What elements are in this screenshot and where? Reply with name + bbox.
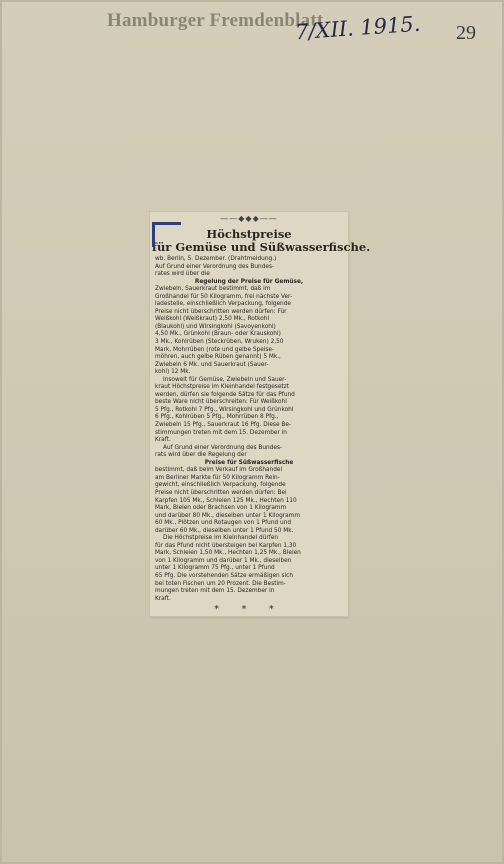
article-line: 3 Mk., Kohlrüben (Steckrüben, Wruken) 2,50	[155, 339, 284, 346]
article-line: darüber 60 Mk., dieselben unter 1 Pfund 50 Mk.	[155, 527, 294, 534]
article-line: Auf Grund einer Verordnung des Bundes-	[163, 444, 283, 451]
article-line: Preise nicht überschritten werden dürfen: Für	[155, 308, 287, 315]
article-line: kohl) 12 Mk.	[155, 369, 191, 376]
article-line: für das Pfund nicht übersteigen bei Karpfen 1,30	[155, 542, 297, 549]
article-line: Mark, Mohrrüben (rote und gelbe Speise-	[155, 346, 275, 353]
article-line: Zwiebeln 6 Mk. und Sauerkraut (Sauer-	[155, 361, 269, 368]
blue-pencil-mark	[152, 222, 181, 247]
article-line: rats wird über die Regelung der	[155, 452, 247, 459]
article-line: Zwiebeln 15 Pfg., Sauerkraut 16 Pfg. Diese Be-	[155, 422, 291, 429]
article-title-line-2: für Gemüse und Süßwasserfische.	[152, 240, 371, 254]
article-line: wb. Berlin, 5. Dezember. (Drahtmeldung.)	[155, 256, 277, 262]
ornament-divider: ——◆◆◆——	[220, 214, 278, 223]
article-line: Kraft.	[155, 437, 171, 444]
article-line: ladestelle, einschließlich Verpackung, folgende	[155, 301, 291, 308]
article-line: Die Höchstpreise im Kleinhandel dürfen	[163, 535, 279, 542]
article-line: (Blaukohl) und Wirsingkohl (Savoyenkohl)	[155, 323, 276, 330]
article-line: Preise nicht überschritten werden dürfen: Bei	[155, 489, 287, 496]
article-line: 60 Mk., Plötzen und Rotaugen von 1 Pfund und	[155, 520, 292, 527]
article-line: 5 Pfg., Rotkohl 7 Pfg., Wirsingkohl und Grünkohl	[155, 406, 294, 413]
article-line: am Berliner Markte für 50 Kilogramm Rein-	[155, 474, 280, 481]
article-line: möhren, auch gelbe Rüben genannt) 5 Mk.,	[155, 354, 281, 361]
article-line: werden, dürfen sie folgende Sätze für das Pfund	[155, 391, 295, 398]
article-line: Weißkohl (Weißkraut) 2,50 Mk., Rotkohl	[155, 316, 270, 323]
handwritten-date: 7/XII. 1915.	[294, 11, 422, 45]
article-line: Kraft.	[155, 595, 171, 602]
article-line: rates wird über die	[155, 271, 210, 278]
newspaper-source-stamp: Hamburger Fremdenblatt	[107, 10, 324, 31]
article-title-line-1: Höchstpreise	[206, 227, 292, 241]
article-line: und darüber 80 Mk., dieselben unter 1 Kilogramm	[155, 512, 300, 519]
article-line: bei toten Fischen um 20 Prozent. Die Bestim-	[155, 580, 286, 587]
article-line: 4,50 Mk., Grünkohl (Braun- oder Krauskohl)	[155, 331, 281, 338]
article-line: Mark, Bleien oder Brachsen von 1 Kilogramm	[155, 505, 287, 512]
article-line: stimmungen treten mit dem 15. Dezember in	[155, 429, 287, 436]
article-line: 6 Pfg., Kohlrüben 5 Pfg., Mohrrüben 8 Pfg.,	[155, 414, 279, 421]
article-line: Auf Grund einer Verordnung des Bundes-	[155, 263, 275, 270]
article-line: unter 1 Kilogramm 75 Pfg., unter 1 Pfund	[155, 565, 275, 572]
article-line: von 1 Kilogramm und darüber 1 Mk., dieselben	[155, 557, 292, 564]
article-line: kraut Höchstpreise im Kleinhandel festgesetzt	[155, 384, 289, 391]
article-line: 65 Pfg. Die vorstehenden Sätze ermäßigen sich	[155, 572, 294, 579]
article-line: Preise für Süßwasserfische	[204, 459, 294, 466]
article-line: beste Ware nicht überschreiten: Für Weißkohl	[155, 399, 287, 406]
article-line: Zwiebeln, Sauerkraut bestimmt, daß im	[155, 286, 271, 293]
article-line: bestimmt, daß beim Verkauf im Großhandel	[155, 467, 283, 474]
newspaper-clipping	[150, 212, 371, 616]
article-title	[152, 227, 371, 254]
article-line: mungen treten mit dem 15. Dezember in	[155, 588, 275, 595]
article-body	[155, 256, 343, 603]
article-line: Regelung der Preise für Gemüse,	[194, 278, 304, 285]
page-number: 29	[456, 22, 476, 44]
article-line: Großhandel für 50 Kilogramm, frei nächste Ver-	[155, 293, 293, 300]
article-line: Insoweit für Gemüse, Zwiebeln und Sauer-	[163, 376, 287, 383]
article-line: Karpfen 105 Mk., Schleien 125 Mk., Hechten 110	[155, 497, 297, 504]
end-mark: * * *	[214, 605, 284, 616]
article-line: Mark, Schleien 1,50 Mk., Hechten 1,25 Mk., Bleien	[155, 550, 301, 557]
article-line: gewicht, einschließlich Verpackung, folgende	[155, 482, 286, 489]
